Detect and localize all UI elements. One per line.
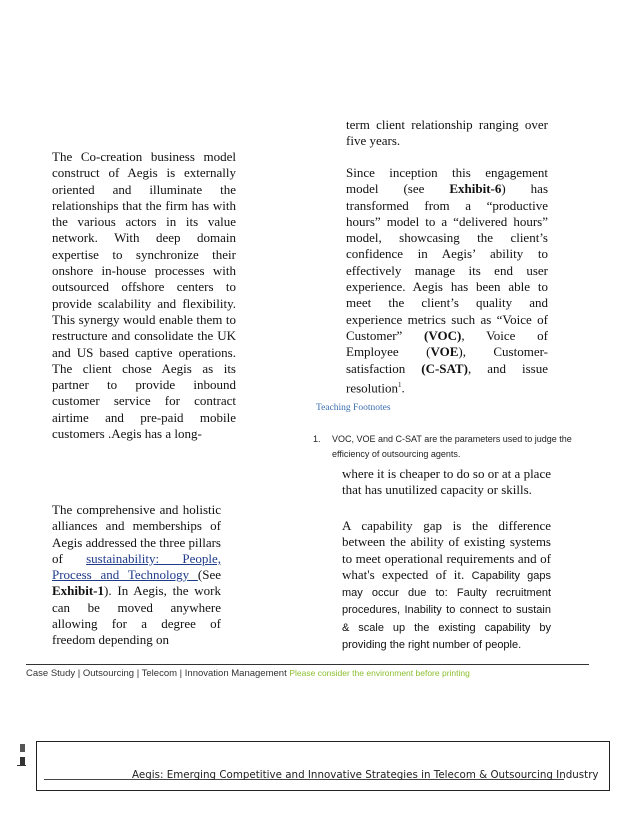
left-paragraph-2-mid: (See bbox=[197, 567, 221, 583]
rp2-c: , Voice of Employee ( bbox=[346, 327, 548, 360]
footer-categories-line bbox=[26, 668, 470, 679]
footnote-text: VOC, VOE and C-SAT are the parameters used to judge the efficiency of outsourcing agents. bbox=[332, 434, 572, 459]
rp4-serif: A capability gap is the difference between the ability of existing systems to meet operational requirements and of what's expected of it. bbox=[342, 518, 551, 582]
rp2-a: Since inception this engagement model (see bbox=[346, 165, 548, 197]
rp2-d: ), Customer-satisfaction bbox=[346, 344, 548, 376]
margin-mark-icon bbox=[20, 757, 25, 765]
left-paragraph-2-post: ). In Aegis, the work can be moved anywhere allowing for a degree of freedom depending on bbox=[52, 583, 221, 648]
rp4-sans: Capability gaps may occur due to: Faulty recruitment procedures, Inability to connect to sustain & scale up the existing capability by providing the right number of people. bbox=[342, 569, 551, 652]
footer-categories: Case Study | Outsourcing | Telecom | Innovation Management bbox=[26, 668, 287, 679]
right-paragraph-2 bbox=[346, 165, 548, 396]
voc-term: (VOC) bbox=[424, 327, 462, 343]
sustainability-link[interactable]: sustainability: People, Process and Technology bbox=[52, 550, 221, 583]
exhibit-1-ref: Exhibit-1 bbox=[52, 583, 105, 599]
footnote-ref-1[interactable]: 1 bbox=[398, 380, 402, 389]
footnote-number: 1. bbox=[313, 434, 321, 444]
right-paragraph-1: term client relationship ranging over five years. bbox=[346, 117, 548, 149]
exhibit-6-ref: Exhibit-6 bbox=[449, 181, 502, 197]
csat-term: (C-SAT) bbox=[421, 360, 468, 376]
margin-underline bbox=[17, 765, 26, 766]
environment-note: Please consider the environment before printing bbox=[289, 668, 470, 678]
voe-term: VOE bbox=[430, 344, 459, 360]
right-paragraph-4 bbox=[342, 518, 551, 653]
footer-rule bbox=[26, 664, 589, 665]
rp2-b: ) has transformed from a “productive hours” model to a “delivered hours” model, showcasing the client’s confidence in Aegis’ ability to effectively manage its end user experience. Aegis has been able to meet the client’s quality and experience metrics such as “Voice of Customer” bbox=[346, 181, 548, 343]
left-paragraph-2-pre: The comprehensive and holistic alliances and memberships of Aegis addressed the three pillars of bbox=[52, 502, 221, 566]
left-paragraph-2 bbox=[52, 502, 221, 649]
margin-mark-icon bbox=[20, 744, 25, 752]
left-paragraph-1: The Co-creation business model construct of Aegis is externally oriented and illuminate the relationships that the firm has with the various actors in its value network. With deep domain expertise to synchronize their onshore in-house processes with outsourced offshore centers to provide scalability and flexibility. This synergy would enable them to restructure and consolidate the UK and US based captive operations. The client chose Aegis as its partner to provide inbound customer service for contract airtime and pre-paid mobile customers .Aegis has a long- bbox=[52, 149, 236, 442]
footnotes-title: Teaching Footnotes bbox=[316, 403, 391, 413]
right-paragraph-3: where it is cheaper to do so or at a place that has unutilized capacity or skills. bbox=[342, 466, 551, 498]
rp2-f: . bbox=[401, 380, 405, 396]
page-header-frame bbox=[36, 741, 610, 791]
document-title: Aegis: Emerging Competitive and Innovative Strategies in Telecom & Outsourcing Industry bbox=[132, 769, 599, 781]
footnote-item-1 bbox=[313, 432, 583, 462]
rp2-e: , and issue resolution bbox=[346, 360, 548, 396]
footnotes-separator bbox=[313, 420, 481, 421]
